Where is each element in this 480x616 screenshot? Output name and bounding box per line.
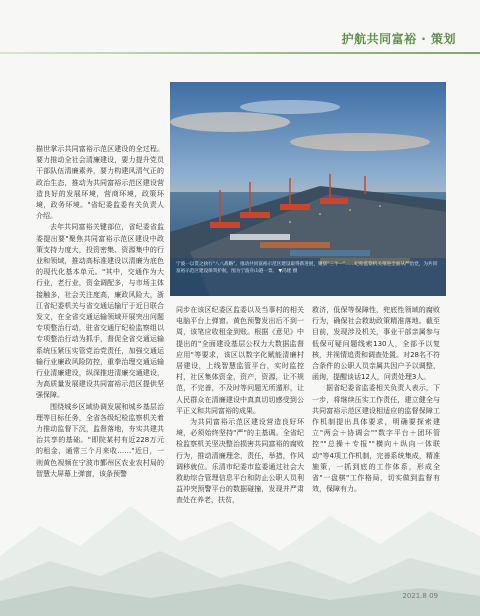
paragraph: 去年共同富裕关键部位，省纪委省监委提出要"聚焦共同富裕示范区建设中政策支持力度大，投资密集、资源集中的行业和领域，推动高标准建设以清廉为底色的现代化基本单元。"其中，交通作为大行业，老行业，资金调配多，与市场主体接触多，社会关注度高，廉政风险大，浙江省纪委机关与省交通运输厅于近日联合发文，在全省交通运输领域开展突出问题专项整治行动，驻省交通厅纪检监察组以专项整治行动为抓手，督促全省交通运输系统压紧压实管党治党责任，加强交通运输行业廉政风险防控，重拳治理交通运输行业清廉建设，纵深推进清廉交通建设，为高质量发展建设共同富裕示范区提供坚强保障。 (36, 223, 164, 400)
paragraph: 同步在该区纪委区监委以及当事村的相关电脑平台上弹窗。黄色预警发出后不到一周，该笔应收租金到账。根据《意见》中提出的"全面建设基层公权力大数据监督应用"等要求，该区以数字化赋能清廉村居建设，上线智慧监管平台，实时监控村，社区集体资金，资产，资源，让不规范，不完善，不及时等问题无所遁形，让人民群众在清廉建设中真真切切感受到公平正义和共同富裕的成果。 (176, 306, 304, 415)
caption-credit: ▼冯建 摄 (278, 269, 298, 274)
photo-caption (170, 258, 446, 296)
paragraph: 描世掌示共同富裕示范区建设的全过程。要力推动全社会清廉建设，要力提升党员干部队伍清廉素养，要力构建风清气正的政治生态，推动为共同富裕示范区建设营造良好的发展环境，营商环境，政策环境，政务环境。"省纪委监委有关负责人介绍。 (36, 145, 164, 221)
article-column-1 (36, 144, 164, 480)
page-number: 2021.8 09 (402, 592, 438, 600)
paragraph: 为共同富裕示范区建设营造良好环境，必须始终坚持"严"的主基调。全省纪检监察机关坚决整治损害共同富裕的腐败行为，推动清廉理念，责任，举措，作风调移就位。乐清市纪委市监委通过社会大救助综合管理信息平台和防止公职人员利益冲突预警平台的数据碰撞，发现并严肃查处在养老，扶贫， (176, 418, 304, 505)
paragraph: 救济，低保等保障性，兜底性领域的腐败行为，确保社会救助政策精准落地。截至目前，发现涉及机关，事业干部亲属参与低保可疑问题线索130人，全部予以复核，并视情追责和调查处置。对28名不符合条件的公职人员亲属共因户予以调整，函询，提醒谈话12人，问责处理3人。 (312, 306, 440, 382)
section-title: 护航共同富裕 · 策划 (341, 32, 456, 46)
paragraph: 据省纪委省监委相关负责人表示，下一步，将继续压实工作责任，建立健全与共同富裕示范区建设相适应的监督保障工作机制提出具体要求，明确要探索建立"两会＋协调会""数字平台＋团环管控""总操＋专报""横向＋纵向一体联动"等4项工作机制，完善系统集成，精准施策，一抓到底的工作体系，形成全省"一盘棋"工作格局，切实做到监督有效，保障有力。 (312, 384, 440, 494)
caption-text: 宁波一以贯之执行"八八战略"，推动共同富裕示范区建设取得新进展，聚焦"三个一"……纪检监察机关推进全面从严治党，为共同富裕示范区建设保驾护航，图为宁波舟山港一景。 (176, 262, 438, 274)
header-rule (0, 52, 480, 54)
paragraph: 围绕城乡区域协调发展和城乡基层治理等目标任务，全省各级纪检监察机关着力推动监督下沉，监督落地，夯实共建共治共享的基础。"即院某村有近228万元的租金，通常三个月来收……"近日，一则黄色视频在宁波市鄞州区农业农村局的智慧大屏幕上弹窗，该条预警 (36, 402, 164, 478)
